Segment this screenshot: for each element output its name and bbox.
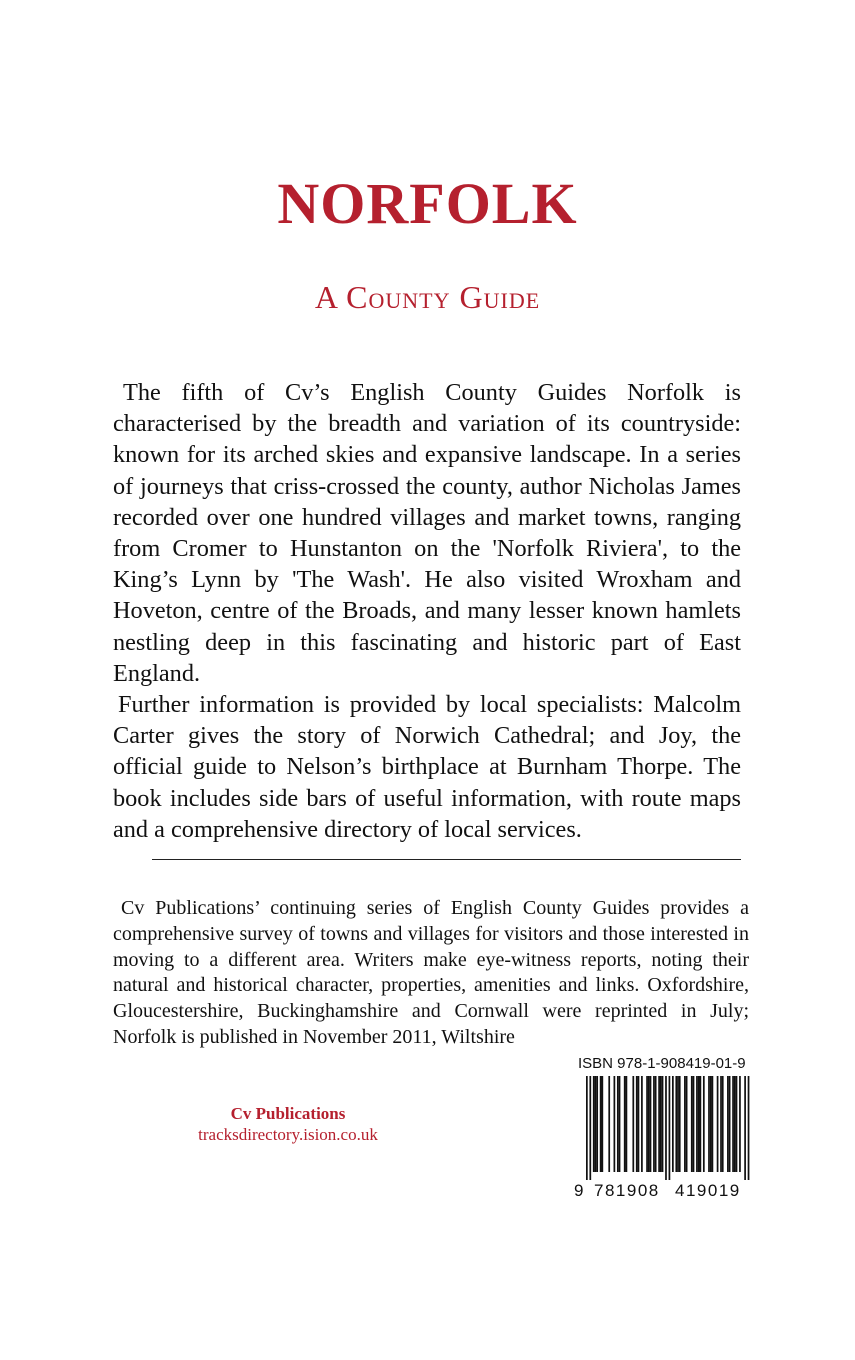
barcode-bar bbox=[729, 1076, 731, 1172]
barcode-bar bbox=[636, 1076, 638, 1172]
barcode-bar bbox=[638, 1076, 640, 1172]
barcode-bar bbox=[717, 1076, 719, 1172]
barcode-bar bbox=[646, 1076, 648, 1172]
barcode-bar bbox=[650, 1076, 652, 1172]
barcode-digit-first: 9 bbox=[574, 1181, 584, 1200]
barcode-bar bbox=[632, 1076, 634, 1172]
book-subtitle: A County Guide bbox=[314, 279, 541, 315]
barcode-bar bbox=[601, 1076, 603, 1172]
barcode-bar bbox=[593, 1076, 595, 1172]
barcode-bar bbox=[720, 1076, 722, 1172]
barcode-bar bbox=[655, 1076, 657, 1172]
isbn-label: ISBN 978-1-908419-01-9 bbox=[578, 1055, 746, 1072]
barcode-bar bbox=[710, 1076, 712, 1172]
barcode-bar bbox=[624, 1076, 626, 1172]
barcode-bars bbox=[572, 1076, 756, 1180]
barcode-bar bbox=[600, 1076, 602, 1172]
barcode-bar bbox=[679, 1076, 681, 1172]
publisher-name: Cv Publications bbox=[230, 1104, 346, 1123]
blurb-paragraph-2: Further information is provided by local specialists: Malcolm Carter gives the story of Norwich Cathedral; and Joy, the official guide to Nelson’s birthplace at Burnham Thorpe. The book includes side bars of useful information, with route maps and a comprehensive directory of local services. bbox=[113, 691, 741, 843]
barcode-bar bbox=[684, 1076, 686, 1172]
barcode-bar bbox=[617, 1076, 619, 1172]
barcode-digits-left: 781908 bbox=[594, 1181, 660, 1200]
barcode-bar bbox=[739, 1076, 741, 1172]
barcode-bar bbox=[619, 1076, 621, 1172]
blurb bbox=[113, 377, 741, 845]
book-title: NORFOLK bbox=[277, 171, 578, 236]
barcode-bar bbox=[727, 1076, 729, 1172]
barcode-bar bbox=[626, 1076, 628, 1172]
barcode-bar bbox=[698, 1076, 700, 1172]
barcode-bar bbox=[608, 1076, 610, 1172]
barcode-bar bbox=[696, 1076, 698, 1172]
barcode-digits-right: 419019 bbox=[675, 1181, 741, 1200]
barcode-bar bbox=[736, 1076, 738, 1172]
barcode-bar bbox=[748, 1076, 750, 1180]
barcode-bar bbox=[614, 1076, 616, 1172]
series-note: Cv Publications’ continuing series of English County Guides provides a comprehensive survey of towns and villages for visitors and those interested in moving to a different area. Writers make eye-witness reports, noting their natural and historical character, properties, amenities and links. Oxfordshire, Gloucestershire, Buckinghamshire and Cornwall were reprinted in July; Norfolk is published in November 2011, Wiltshire bbox=[113, 897, 749, 1048]
barcode-bar bbox=[712, 1076, 714, 1172]
barcode-bar bbox=[596, 1076, 598, 1172]
barcode-bar bbox=[672, 1076, 674, 1172]
barcode-bar bbox=[686, 1076, 688, 1172]
barcode-bar bbox=[734, 1076, 736, 1172]
barcode-bar bbox=[677, 1076, 679, 1172]
barcode-bar bbox=[675, 1076, 677, 1172]
publisher-block bbox=[172, 1103, 404, 1145]
blurb-paragraph-1: The fifth of Cv’s English County Guides Norfolk is characterised by the breadth and variation of its countryside: known for its arched skies and expansive landscape. In a series of journeys that criss-crossed the county, author Nicholas James recorded over one hundred villages and market towns, ranging from Cromer to Hunstanton on the 'Norfolk Riviera', to the King’s Lynn by 'The Wash'. He also visited Wroxham and Hoveton, centre of the Broads, and many lesser known hamlets nestling deep in this fascinating and historic part of East England. bbox=[113, 379, 741, 687]
barcode-bar bbox=[669, 1076, 671, 1180]
barcode bbox=[572, 1055, 756, 1215]
barcode-bar bbox=[648, 1076, 650, 1172]
barcode-bar bbox=[662, 1076, 664, 1172]
barcode-bar bbox=[586, 1076, 588, 1180]
barcode-bar bbox=[732, 1076, 734, 1172]
barcode-bar bbox=[693, 1076, 695, 1172]
barcode-bar bbox=[653, 1076, 655, 1172]
barcode-bar bbox=[641, 1076, 643, 1172]
barcode-bar bbox=[722, 1076, 724, 1172]
barcode-bar bbox=[708, 1076, 710, 1172]
barcode-bar bbox=[595, 1076, 597, 1172]
barcode-bar bbox=[744, 1076, 746, 1180]
barcode-bar bbox=[691, 1076, 693, 1172]
barcode-bar bbox=[700, 1076, 702, 1172]
publisher-website: tracksdirectory.ision.co.uk bbox=[198, 1125, 378, 1144]
barcode-bar bbox=[589, 1076, 591, 1180]
divider-line bbox=[152, 859, 741, 860]
barcode-bar bbox=[703, 1076, 705, 1172]
barcode-bar bbox=[665, 1076, 667, 1180]
barcode-bar bbox=[658, 1076, 660, 1172]
barcode-bar bbox=[660, 1076, 662, 1172]
